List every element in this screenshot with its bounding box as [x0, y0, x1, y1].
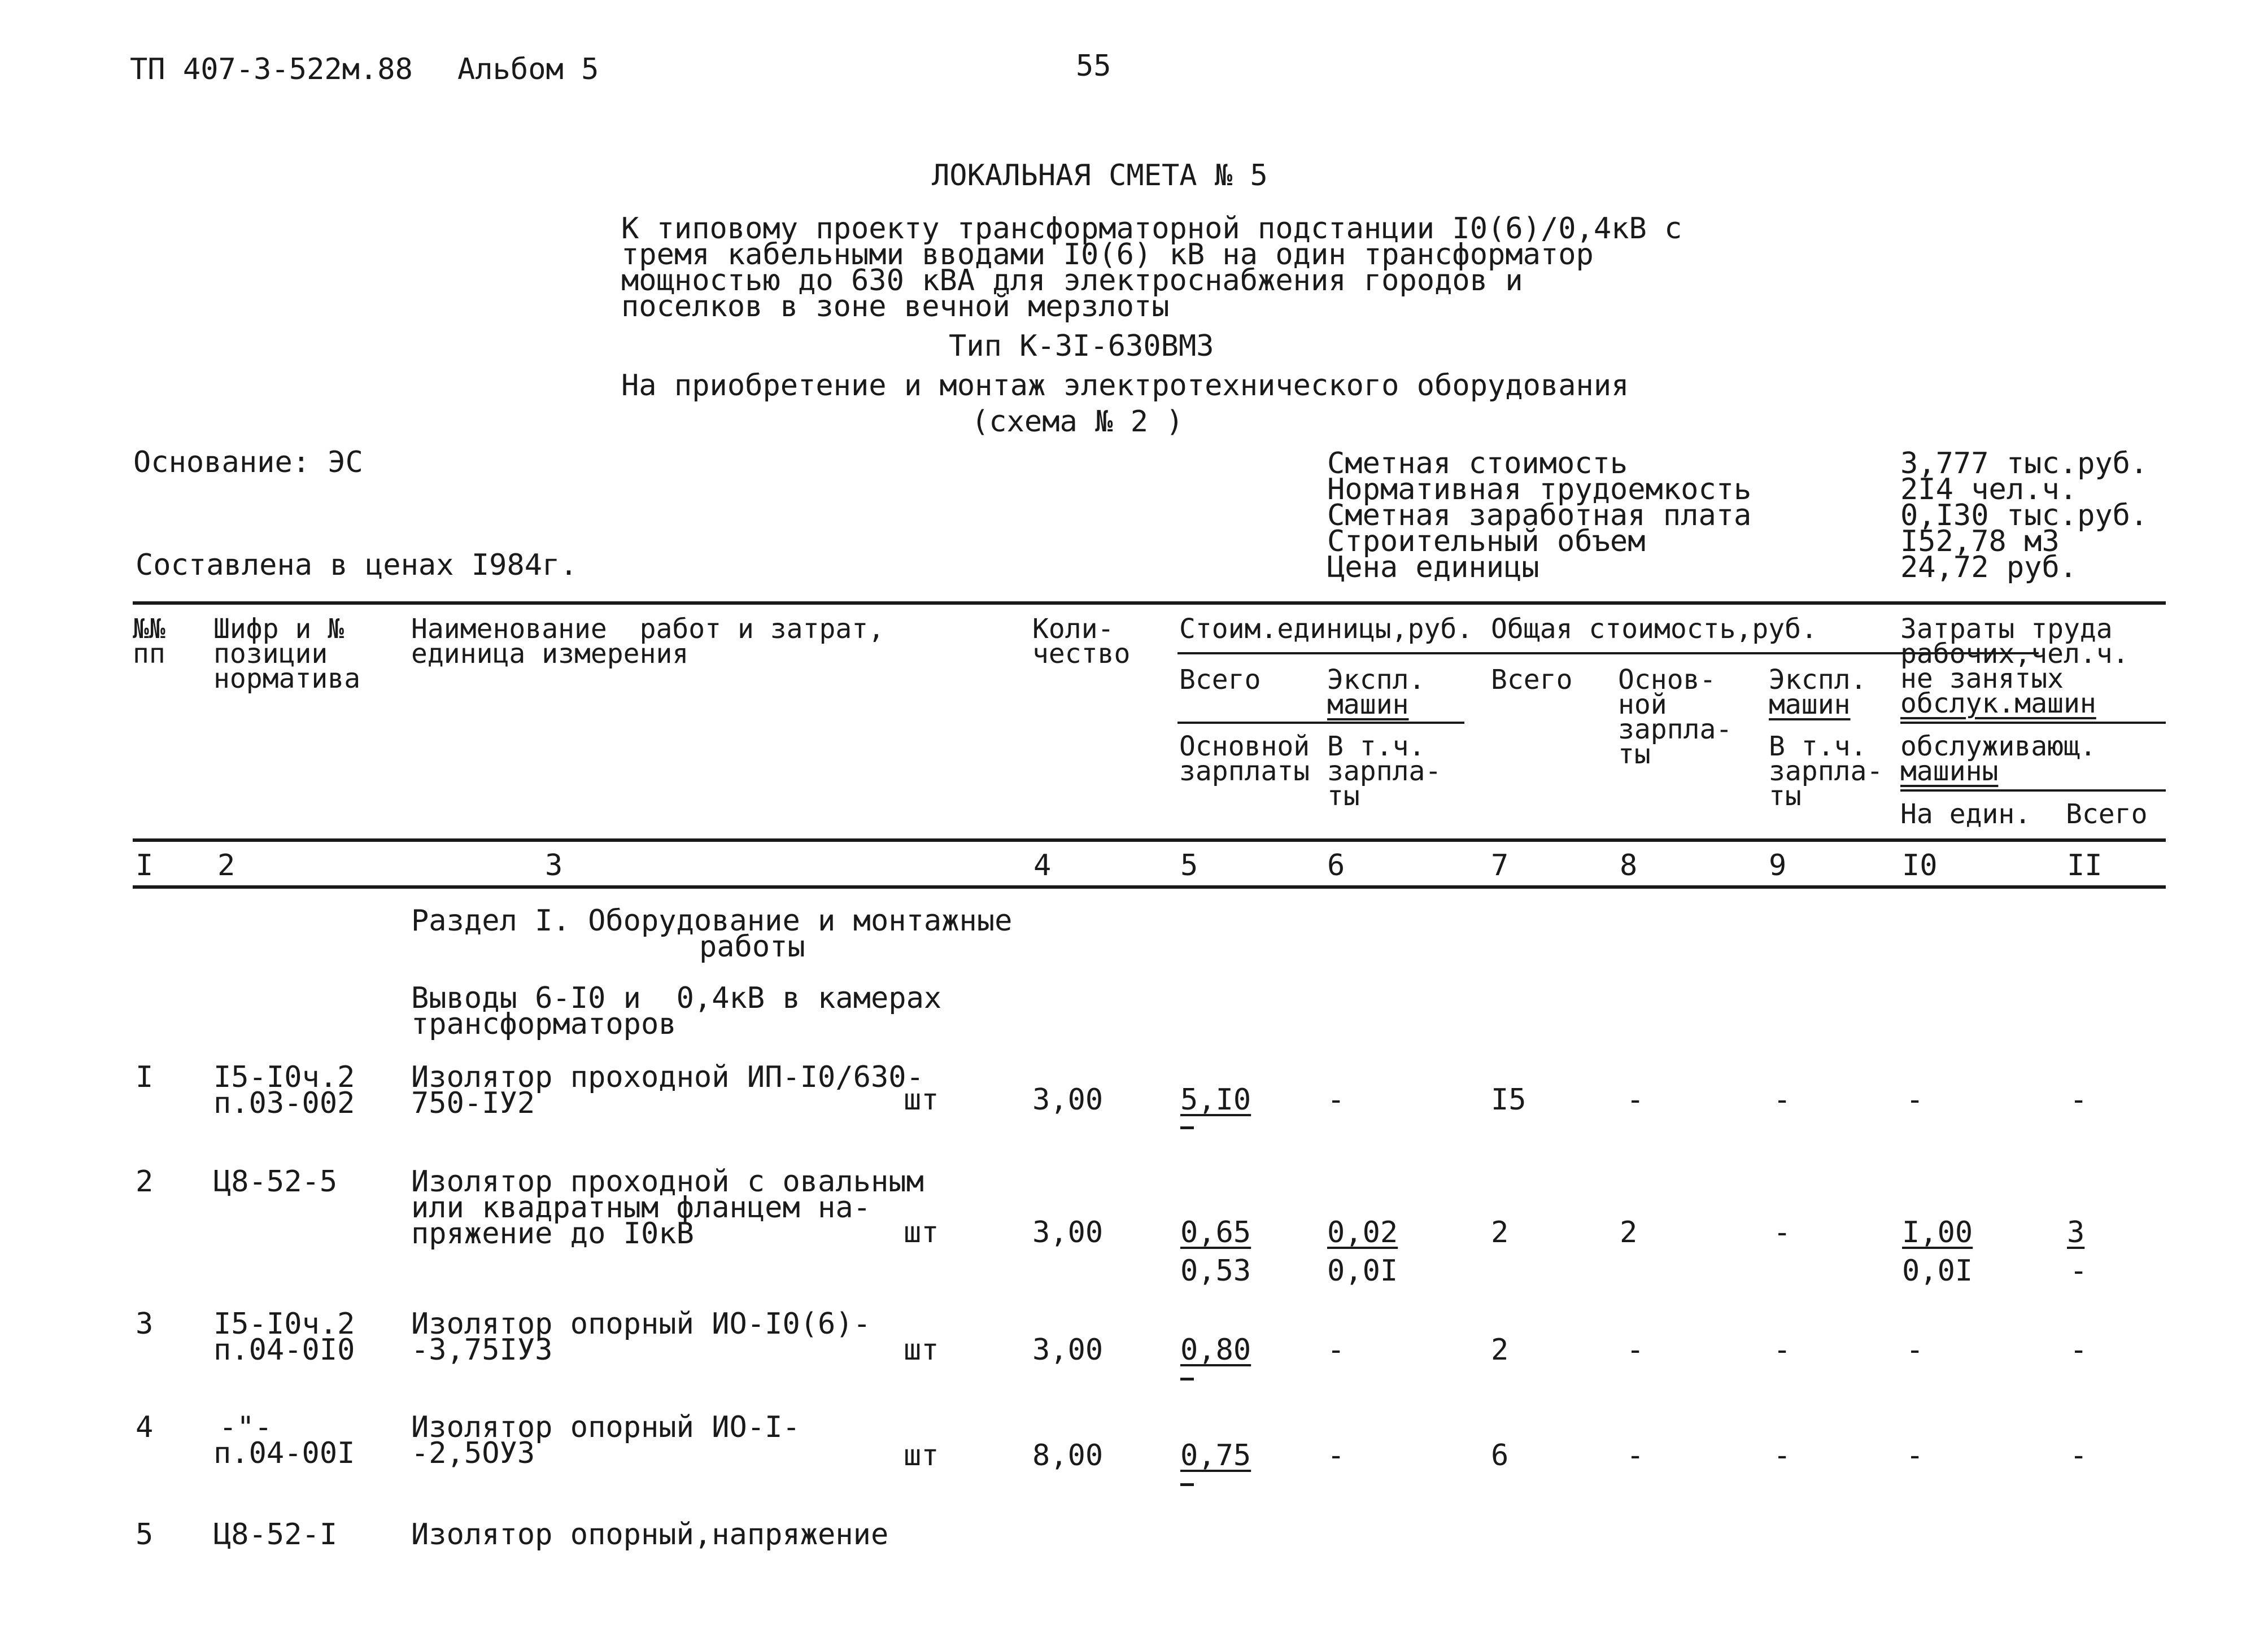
- header-line: пп: [133, 638, 165, 670]
- col-header-5-top: Всего: [1179, 664, 1261, 696]
- col-header-code: [213, 613, 361, 694]
- row-unit: шт: [904, 1439, 939, 1473]
- col-header-name: [411, 613, 885, 670]
- row-labor-total: -: [2070, 1333, 2088, 1367]
- row-number: I: [136, 1060, 154, 1094]
- row-labor-unit: -: [1906, 1333, 1924, 1367]
- description-line: тремя кабельными вводами I0(6) кВ на один трансформатор: [621, 238, 1594, 272]
- summary-value: 3,777 тыс.руб.: [1900, 447, 2148, 480]
- header-line: ты: [1327, 780, 1360, 812]
- col-header-9-bottom: [1769, 731, 1883, 812]
- row-name: [411, 1307, 871, 1367]
- col-header-6-bottom: [1327, 731, 1442, 812]
- name-line: 750-IУ2: [411, 1086, 535, 1120]
- row-total-cost: 2: [1491, 1333, 1509, 1367]
- row-total-machine: -: [1773, 1083, 1791, 1117]
- row-number: 4: [136, 1410, 154, 1444]
- name-line: Изолятор проходной ИП-I0/630-: [411, 1060, 924, 1094]
- unit-cost-split-rule: [1177, 722, 1464, 724]
- col-header-8: [1618, 664, 1733, 770]
- name-line: Изолятор опорный ИО-I-: [411, 1410, 800, 1444]
- name-line: -2,5ОУ3: [411, 1436, 535, 1470]
- header-line: зарпла-: [1618, 714, 1733, 745]
- column-number: 7: [1491, 849, 1509, 882]
- row-labor-unit: I,00: [1902, 1216, 1973, 1249]
- album-label: Альбом 5: [457, 53, 599, 86]
- header-line: ной: [1618, 689, 1667, 720]
- summary-label: Строительный объем: [1327, 525, 1646, 558]
- col-header-11: Всего: [2066, 798, 2148, 830]
- row-unit-cost-total: 0,75: [1180, 1439, 1251, 1473]
- header-line: рабочих,чел.ч.: [1900, 638, 2129, 670]
- row-labor-total-machine: -: [2070, 1254, 2088, 1288]
- name-line: или квадратным фланцем на-: [411, 1191, 871, 1225]
- code-line: п.04-0I0: [213, 1333, 355, 1367]
- row-total-cost: I5: [1491, 1083, 1526, 1117]
- estimate-basis: Основание: ЭС: [133, 445, 363, 479]
- row-total-cost: 2: [1491, 1216, 1509, 1249]
- header-line: машины: [1900, 755, 1999, 787]
- row-unit-cost-total: 0,80: [1180, 1333, 1251, 1367]
- description-line: поселков в зоне вечной мерзлоты: [621, 290, 1170, 324]
- row-unit-cost-total: 5,I0: [1180, 1083, 1251, 1117]
- heading-line: Раздел I. Оборудование и монтажные: [411, 904, 1013, 938]
- summary-value: 0,I30 тыс.руб.: [1900, 499, 2148, 532]
- column-number: 8: [1620, 849, 1638, 882]
- code-line: -"-: [219, 1410, 272, 1444]
- heading-line: работы: [699, 930, 805, 964]
- header-line: Наименование работ и затрат,: [411, 613, 885, 645]
- row-labor-unit: -: [1906, 1083, 1924, 1117]
- description-line: мощностью до 630 кВА для электроснабжения городов и: [621, 264, 1523, 298]
- row-code: [213, 1410, 355, 1470]
- row-unit-cost-wage: 0,53: [1180, 1254, 1251, 1288]
- row-unit: шт: [904, 1333, 939, 1367]
- summary-label: Нормативная трудоемкость: [1327, 473, 1752, 506]
- row-unit: шт: [904, 1216, 939, 1249]
- summary-label: Цена единицы: [1327, 551, 1539, 584]
- header-line: В т.ч.: [1769, 731, 1867, 762]
- summary-label: Сметная заработная плата: [1327, 499, 1752, 532]
- column-number: II: [2067, 849, 2103, 882]
- header-line: ты: [1769, 780, 1802, 812]
- name-line: Изолятор проходной с овальным: [411, 1165, 924, 1199]
- subsection-heading: [411, 981, 942, 1041]
- name-line: пряжение до I0кВ: [411, 1217, 694, 1251]
- header-line: Затраты труда: [1900, 613, 2113, 645]
- header-line: зарпла-: [1769, 755, 1883, 787]
- header-line: зарплаты: [1179, 755, 1310, 787]
- header-line: №№: [133, 613, 165, 645]
- header-line: Основной: [1179, 731, 1310, 762]
- row-total-cost: 6: [1491, 1439, 1509, 1473]
- column-number: 6: [1327, 849, 1345, 882]
- row-total-machine: -: [1773, 1439, 1791, 1473]
- row-code: [213, 1518, 338, 1552]
- col-header-quantity: [1032, 613, 1131, 670]
- summary-value: 2I4 чел.ч.: [1900, 473, 2078, 506]
- header-line: не занятых: [1900, 663, 2064, 694]
- column-number: 4: [1033, 849, 1052, 882]
- header-line: машин: [1327, 689, 1409, 720]
- header-line: Экспл.: [1327, 664, 1425, 696]
- col-header-labor-sub: [1900, 731, 2096, 787]
- column-number: 9: [1769, 849, 1787, 882]
- row-unit-machine: 0,02: [1327, 1216, 1398, 1249]
- col-header-number: [133, 613, 165, 670]
- row-labor-total: -: [2070, 1083, 2088, 1117]
- row-total-wage: -: [1626, 1083, 1645, 1117]
- table-top-rule: [133, 601, 2166, 605]
- heading-line: трансформаторов: [411, 1007, 677, 1041]
- col-header-5-bottom: [1179, 731, 1310, 787]
- column-number: 3: [545, 849, 563, 882]
- code-line: I5-I0ч.2: [213, 1307, 355, 1341]
- header-line: машин: [1769, 689, 1851, 720]
- substation-type: Тип К-3I-630ВМЗ: [949, 329, 1214, 363]
- row-code: [213, 1060, 355, 1120]
- row-unit-cost-wage-dash: [1180, 1483, 1194, 1486]
- price-base: Составлена в ценах I984г.: [136, 548, 578, 582]
- name-line: Изолятор опорный,напряжение: [411, 1518, 889, 1552]
- col-header-6-top: [1327, 664, 1425, 720]
- row-total-wage: -: [1626, 1439, 1645, 1473]
- summary-label: Сметная стоимость: [1327, 447, 1628, 480]
- estimate-heading: ЛОКАЛЬНАЯ СМЕТА № 5: [932, 159, 1268, 193]
- row-labor-total: -: [2070, 1439, 2088, 1473]
- column-number: I: [136, 849, 154, 882]
- col-header-unit-cost-group: Стоим.единицы,руб.: [1179, 613, 1473, 645]
- header-line: ты: [1618, 739, 1651, 770]
- scheme-number: (схема № 2 ): [971, 405, 1184, 439]
- code-line: Ц8-52-5: [213, 1165, 338, 1199]
- header-line: Шифр и №: [213, 613, 344, 645]
- summary-value: I52,78 м3: [1900, 525, 2060, 558]
- row-quantity: 3,00: [1032, 1083, 1104, 1117]
- row-unit-cost-total: 0,65: [1180, 1216, 1251, 1249]
- row-unit: шт: [904, 1083, 939, 1117]
- row-name: [411, 1165, 924, 1251]
- row-total-wage: 2: [1620, 1216, 1638, 1249]
- row-unit-cost-wage-dash: [1180, 1378, 1194, 1380]
- row-number: 3: [136, 1307, 154, 1341]
- column-numbers-rule: [133, 885, 2166, 889]
- col-header-10: На един.: [1900, 798, 2031, 830]
- row-number: 2: [136, 1165, 154, 1199]
- header-line: обслуживающ.: [1900, 731, 2096, 762]
- column-number: 2: [217, 849, 235, 882]
- column-number: 5: [1180, 849, 1198, 882]
- name-line: Изолятор опорный ИО-I0(6)-: [411, 1307, 871, 1341]
- row-labor-total: 3: [2067, 1216, 2085, 1249]
- header-line: Основ-: [1618, 664, 1716, 696]
- col-header-labor-group: [1900, 613, 2129, 719]
- header-line: единица измерения: [411, 638, 689, 670]
- code-line: п.04-00I: [213, 1436, 355, 1470]
- row-code: [213, 1165, 338, 1199]
- row-unit-cost-wage-dash: [1180, 1126, 1194, 1129]
- row-labor-unit: -: [1906, 1439, 1924, 1473]
- row-quantity: 8,00: [1032, 1439, 1104, 1473]
- row-labor-unit-machine: 0,0I: [1902, 1254, 1973, 1288]
- header-line: Коли-: [1032, 613, 1114, 645]
- header-line: Экспл.: [1769, 664, 1867, 696]
- row-number: 5: [136, 1518, 154, 1552]
- row-name: [411, 1410, 800, 1470]
- name-line: -3,75IУ3: [411, 1333, 553, 1367]
- code-line: I5-I0ч.2: [213, 1060, 355, 1094]
- description-line: К типовому проекту трансформаторной подстанции I0(6)/0,4кВ с: [621, 212, 1682, 246]
- header-line: норматива: [213, 663, 361, 694]
- col-header-total-cost-group: Общая стоимость,руб.: [1491, 613, 1817, 645]
- header-line: обслук.машин: [1900, 688, 2096, 719]
- row-total-machine: -: [1773, 1333, 1791, 1367]
- header-line: зарпла-: [1327, 755, 1442, 787]
- row-unit-machine: -: [1327, 1083, 1345, 1117]
- page-number: 55: [1076, 49, 1111, 83]
- row-total-machine: -: [1773, 1216, 1791, 1249]
- header-line: позиции: [213, 638, 328, 670]
- code-line: Ц8-52-I: [213, 1518, 338, 1552]
- labor-sub-rule: [1900, 789, 2166, 792]
- summary-labels: [1327, 447, 1752, 584]
- row-name: [411, 1518, 889, 1552]
- col-header-7: Всего: [1491, 664, 1573, 696]
- summary-value: 24,72 руб.: [1900, 551, 2078, 584]
- row-unit-machine: -: [1327, 1439, 1345, 1473]
- row-quantity: 3,00: [1032, 1333, 1104, 1367]
- row-quantity: 3,00: [1032, 1216, 1104, 1249]
- row-total-wage: -: [1626, 1333, 1645, 1367]
- labor-group-rule: [1900, 722, 2166, 724]
- header-bottom-rule: [133, 838, 2166, 842]
- section-heading: [411, 904, 1013, 964]
- heading-line: Выводы 6-I0 и 0,4кВ в камерах: [411, 981, 942, 1015]
- row-code: [213, 1307, 355, 1367]
- header-line: чество: [1032, 638, 1131, 670]
- summary-values: [1900, 447, 2148, 584]
- row-unit-machine-wage: 0,0I: [1327, 1254, 1398, 1288]
- column-number: I0: [1902, 849, 1938, 882]
- col-header-9-top: [1769, 664, 1867, 720]
- code-line: п.03-002: [213, 1086, 355, 1120]
- project-code: ТП 407-3-522м.88: [130, 53, 413, 86]
- row-name: [411, 1060, 924, 1120]
- row-unit-machine: -: [1327, 1333, 1345, 1367]
- estimate-description: [621, 212, 1682, 324]
- header-line: В т.ч.: [1327, 731, 1425, 762]
- estimate-purpose: На приобретение и монтаж электротехнического оборудования: [621, 369, 1629, 403]
